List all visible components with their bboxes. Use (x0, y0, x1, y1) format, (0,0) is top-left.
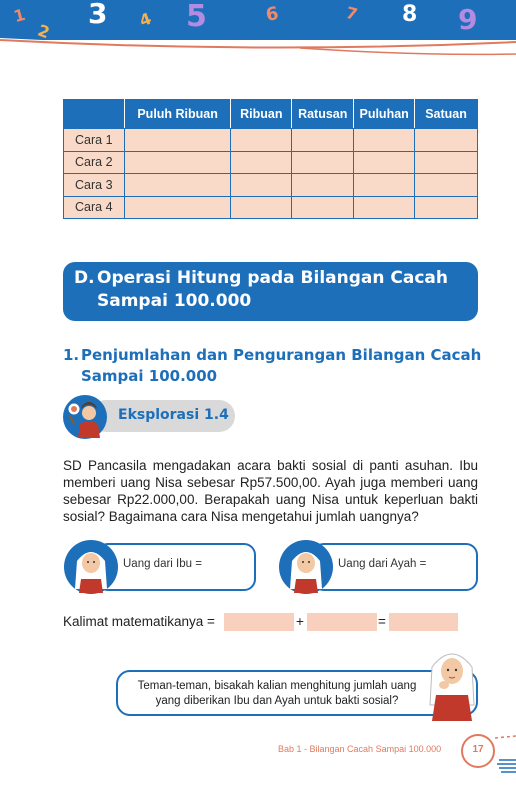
eksplorasi-label: Eksplorasi 1.4 (118, 407, 229, 423)
table-header-ribuan: Ribuan (231, 100, 292, 129)
header-digit-2: 2 (35, 20, 53, 43)
table-cell[interactable] (354, 151, 415, 174)
table-cell[interactable] (415, 151, 478, 174)
chapter-footer: Bab 1 - Bilangan Cacah Sampai 100.000 (278, 744, 442, 754)
table-cell[interactable] (415, 174, 478, 197)
footer-decoration (495, 730, 516, 780)
table-header-satuan: Satuan (415, 100, 478, 129)
paragraph-line: sebesar Rp22.000,00. Berapakah uang Nisa untuk keperluan bakti (63, 492, 478, 507)
row-label-cara-3: Cara 3 (64, 174, 125, 197)
nisa-avatar-icon (63, 539, 119, 595)
table-row (64, 129, 478, 152)
table-cell[interactable] (124, 174, 231, 197)
table-cell[interactable] (124, 151, 231, 174)
header-digit-6: 6 (264, 3, 281, 26)
table-cell[interactable] (231, 174, 292, 197)
page-number: 17 (472, 744, 484, 755)
section-letter: D. (74, 268, 95, 288)
paragraph-line: sosial? Bagaimana cara Nisa mengetahui jumlah uangnya? (63, 509, 419, 524)
table-cell[interactable] (231, 151, 292, 174)
table-header-puluh-ribuan: Puluh Ribuan (124, 100, 231, 129)
result-field[interactable] (389, 613, 458, 631)
table-row (64, 174, 478, 197)
table-header-ratusan: Ratusan (292, 100, 354, 129)
table-cell[interactable] (354, 129, 415, 152)
subsection-title-line1: Penjumlahan dan Pengurangan Bilangan Cacah (81, 346, 482, 364)
place-value-table (63, 99, 478, 219)
speech-line-2: yang diberikan Ibu dan Ayah untuk bakti sosial? (155, 695, 399, 707)
story-paragraph (63, 457, 478, 525)
header-digit-4: 4 (136, 8, 154, 31)
table-cell[interactable] (231, 129, 292, 152)
row-label-cara-1: Cara 1 (64, 129, 125, 152)
ayah-money-label: Uang dari Ayah = (338, 558, 427, 570)
table-cell[interactable] (292, 151, 354, 174)
table-header-row (64, 100, 478, 129)
header-banner (0, 0, 516, 64)
paragraph-line: SD Pancasila mengadakan acara bakti sosial di panti asuhan. Ibu (63, 458, 478, 473)
table-header-blank (64, 100, 125, 129)
thinking-girl-icon (422, 645, 482, 721)
subsection-number: 1. (63, 346, 80, 364)
table-header-puluhan: Puluhan (354, 100, 415, 129)
equals-sign: = (378, 614, 386, 629)
speech-line-1: Teman-teman, bisakah kalian menghitung jumlah uang (137, 680, 417, 692)
table-cell[interactable] (292, 129, 354, 152)
subsection-title-line2: Sampai 100.000 (81, 367, 218, 385)
header-digit-3: 3 (88, 0, 108, 30)
section-heading (63, 262, 478, 321)
row-label-cara-4: Cara 4 (64, 196, 125, 219)
question-speech-text (116, 679, 438, 709)
addend-2-field[interactable] (307, 613, 377, 631)
table-cell[interactable] (354, 196, 415, 219)
math-sentence-label: Kalimat matematikanya = (63, 614, 215, 629)
header-digit-8: 8 (402, 2, 418, 27)
nisa-avatar-icon (278, 539, 334, 595)
section-title-line2: Sampai 100.000 (97, 291, 252, 311)
plus-sign: + (296, 614, 304, 629)
table-row (64, 151, 478, 174)
explorer-girl-icon (62, 394, 108, 440)
addend-1-field[interactable] (224, 613, 294, 631)
table-row (64, 196, 478, 219)
header-digit-7: 7 (343, 2, 360, 25)
header-digit-9: 9 (458, 3, 478, 36)
table-cell[interactable] (354, 174, 415, 197)
table-cell[interactable] (292, 196, 354, 219)
table-cell[interactable] (415, 129, 478, 152)
ibu-money-label: Uang dari Ibu = (123, 558, 202, 570)
table-cell[interactable] (292, 174, 354, 197)
header-wave (0, 0, 516, 64)
section-title-line1: Operasi Hitung pada Bilangan Cacah (97, 268, 448, 288)
row-label-cara-2: Cara 2 (64, 151, 125, 174)
table-cell[interactable] (231, 196, 292, 219)
table-cell[interactable] (124, 196, 231, 219)
paragraph-line: memberi uang Nisa sebesar Rp57.500,00. Ayah juga memberi uang (63, 475, 478, 490)
header-digit-1: 1 (11, 4, 28, 27)
header-digit-5: 5 (186, 0, 207, 34)
table-cell[interactable] (124, 129, 231, 152)
table-cell[interactable] (415, 196, 478, 219)
